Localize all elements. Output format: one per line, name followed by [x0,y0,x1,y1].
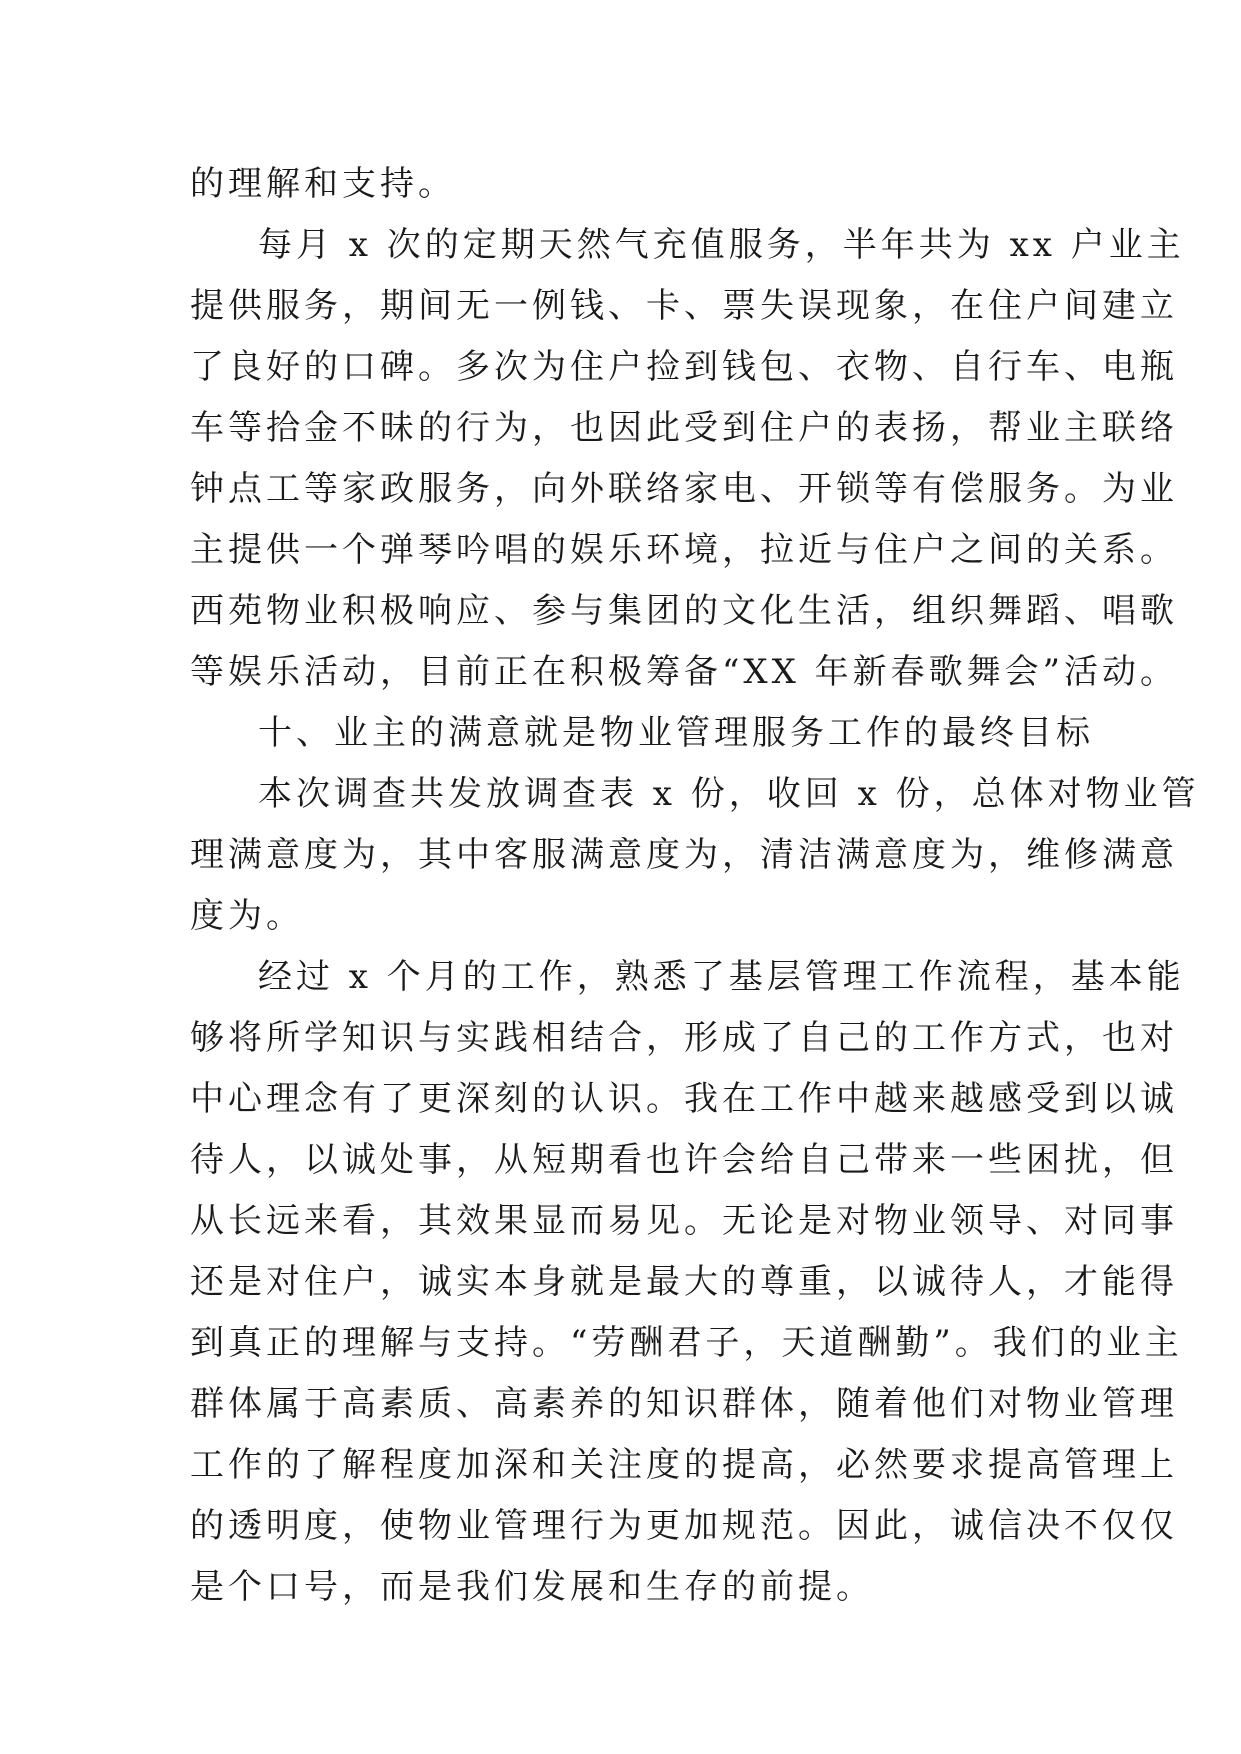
text-line: 了良好的口碑。多次为住户捡到钱包、衣物、自行车、电瓶 [190,347,1178,387]
text-line: 的理解和支持。 [190,164,456,204]
text-line: 本次调查共发放调查表 x 份，收回 x 份，总体对物业管 [258,774,1200,814]
section-heading: 十、业主的满意就是物业管理服务工作的最终目标 [258,713,1094,753]
text-line: 钟点工等家政服务，向外联络家电、开锁等有偿服务。为业 [190,469,1178,509]
text-line: 到真正的理解与支持。“劳酬君子，天道酬勤”。我们的业主 [190,1323,1183,1363]
text-line: 提供服务，期间无一例钱、卡、票失误现象，在住户间建立 [190,286,1178,326]
text-line: 等娱乐活动，目前正在积极筹备“XX 年新春歌舞会”活动。 [190,652,1178,692]
text-line: 从长远来看，其效果显而易见。无论是对物业领导、对同事 [190,1201,1178,1241]
text-line: 够将所学知识与实践相结合，形成了自己的工作方式，也对 [190,1018,1178,1058]
text-line: 主提供一个弹琴吟唱的娱乐环境，拉近与住户之间的关系。 [190,530,1178,570]
document-body [190,154,1200,1618]
text-line: 经过 x 个月的工作，熟悉了基层管理工作流程，基本能 [258,957,1185,997]
text-line: 还是对住户，诚实本身就是最大的尊重，以诚待人，才能得 [190,1262,1178,1302]
text-line: 度为。 [190,896,304,936]
text-line: 西苑物业积极响应、参与集团的文化生活，组织舞蹈、唱歌 [190,591,1178,631]
text-line: 理满意度为，其中客服满意度为，清洁满意度为，维修满意 [190,835,1178,875]
text-line: 群体属于高素质、高素养的知识群体，随着他们对物业管理 [190,1384,1178,1424]
text-line: 每月 x 次的定期天然气充值服务，半年共为 xx 户业主 [258,225,1185,265]
text-line: 中心理念有了更深刻的认识。我在工作中越来越感受到以诚 [190,1079,1178,1119]
text-line: 是个口号，而是我们发展和生存的前提。 [190,1567,874,1607]
text-line: 待人，以诚处事，从短期看也许会给自己带来一些困扰，但 [190,1140,1178,1180]
text-line: 的透明度，使物业管理行为更加规范。因此，诚信决不仅仅 [190,1506,1178,1546]
text-line: 车等拾金不昧的行为，也因此受到住户的表扬，帮业主联络 [190,408,1178,448]
text-line: 工作的了解程度加深和关注度的提高，必然要求提高管理上 [190,1445,1178,1485]
